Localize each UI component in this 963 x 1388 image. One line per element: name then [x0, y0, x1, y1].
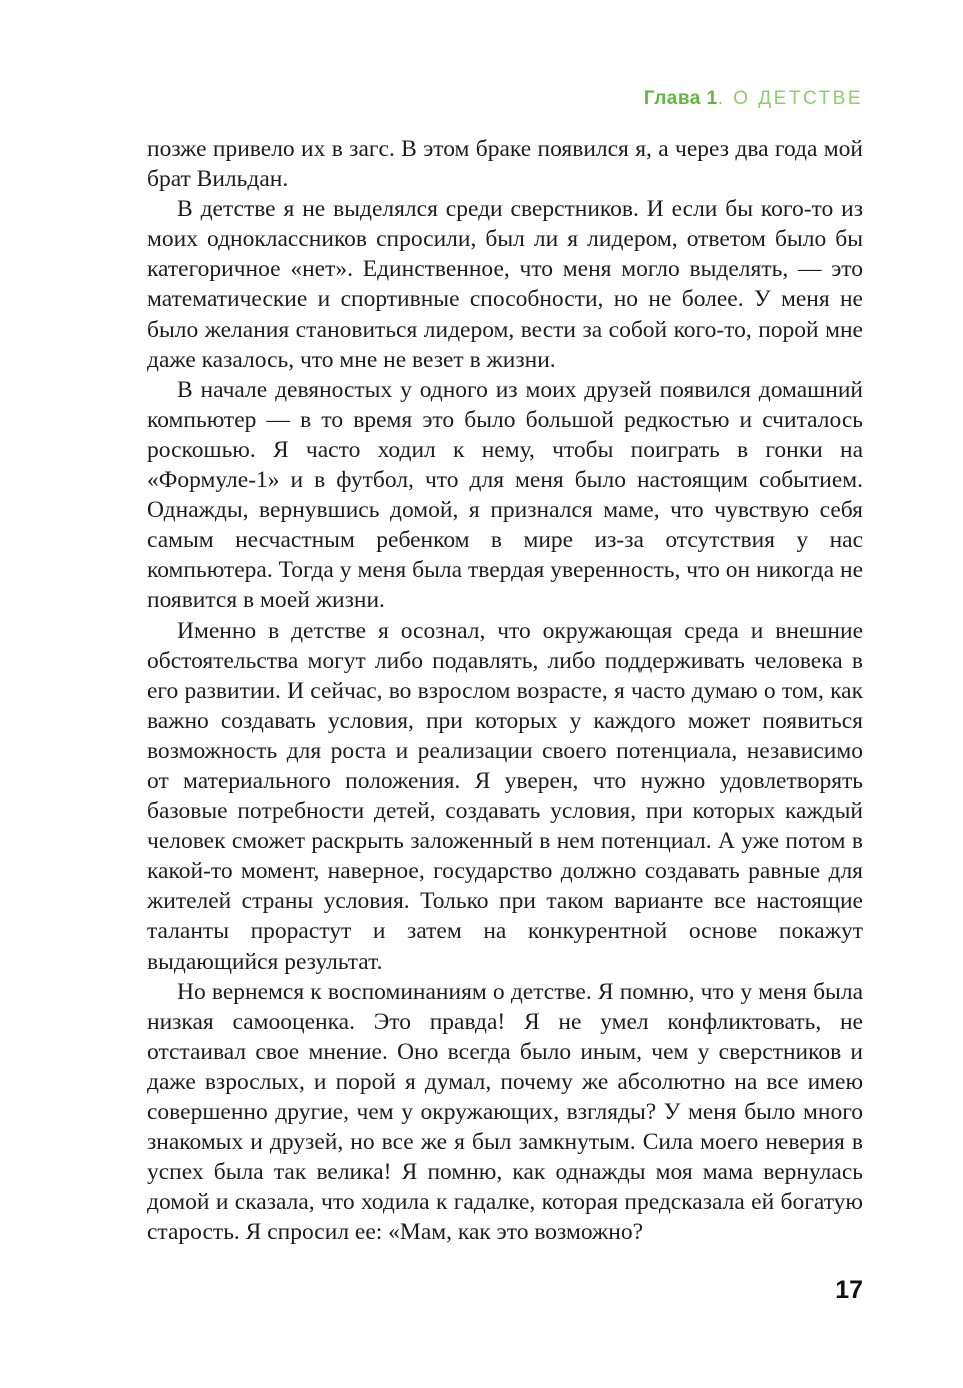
page-number: 17 [835, 1276, 863, 1304]
paragraph: Но вернемся к воспоминаниям о детстве. Я помню, что у меня была низкая самооценка. Это правда! Я не умел конфликтовать, не отстаивал свое мнение. Оно всегда было иным, чем у сверстников и даже взрослых, и порой я думал, почему же абсолютно на все имею совершенно другие, чем у окружающих, взгляды? У меня было много знакомых и друзей, но все же я был замкнутым. Сила моего неверия в успех была так велика! Я помню, как однажды моя мама вернулась домой и сказала, что ходила к гадалке, которая предсказала ей богатую старость. Я спросил ее: «Мам, как это возможно? [147, 978, 863, 1246]
paragraph: Именно в детстве я осознал, что окружающая среда и внешние обстоятельства могут либо подавлять, либо поддерживать человека в его развитии. И сейчас, во взрослом возрасте, я часто думаю о том, как важно создавать условия, при которых у каждого может появиться возможность для роста и реализации своего потенциала, независимо от материального положения. Я уверен, что нужно удовлетворять базовые потребности детей, создавать условия, при которых каждый человек сможет раскрыть заложенный в нем потенциал. А уже потом в какой-то момент, наверное, государство должно создавать равные для жителей страны условия. Только при таком варианте все настоящие таланты прорастут и затем на конкурентной основе покажут выдающийся результат. [147, 617, 863, 975]
paragraph: В детстве я не выделялся среди сверстников. И если бы кого-то из моих одноклассников спросили, был ли я лидером, ответом было бы категоричное «нет». Единственное, что меня могло выделять, — это математические и спортивные способности, но не более. У меня не было желания становиться лидером, вести за собой кого-то, порой мне даже казалось, что мне не везет в жизни. [147, 196, 863, 373]
chapter-label: Глава 1 [643, 88, 718, 109]
chapter-separator: . [717, 88, 734, 109]
chapter-title: О ДЕТСТВЕ [733, 88, 863, 109]
text-body [147, 134, 863, 1247]
paragraph: позже привело их в загс. В этом браке появился я, а через два года мой брат Вильдан. [147, 136, 863, 193]
running-header [147, 88, 863, 110]
paragraph: В начале девяностых у одного из моих друзей появился домашний компьютер — в то время это было большой редкостью и считалось роскошью. Я часто ходил к нему, чтобы поиграть в гонки на «Формуле-1» и в футбол, что для меня было настоящим событием. Однажды, вернувшись домой, я признался маме, что чувствую себя самым несчастным ребенком в мире из-за отсутствия у нас компьютера. Тогда у меня была твердая уверенность, что он никогда не появится в моей жизни. [147, 376, 863, 614]
